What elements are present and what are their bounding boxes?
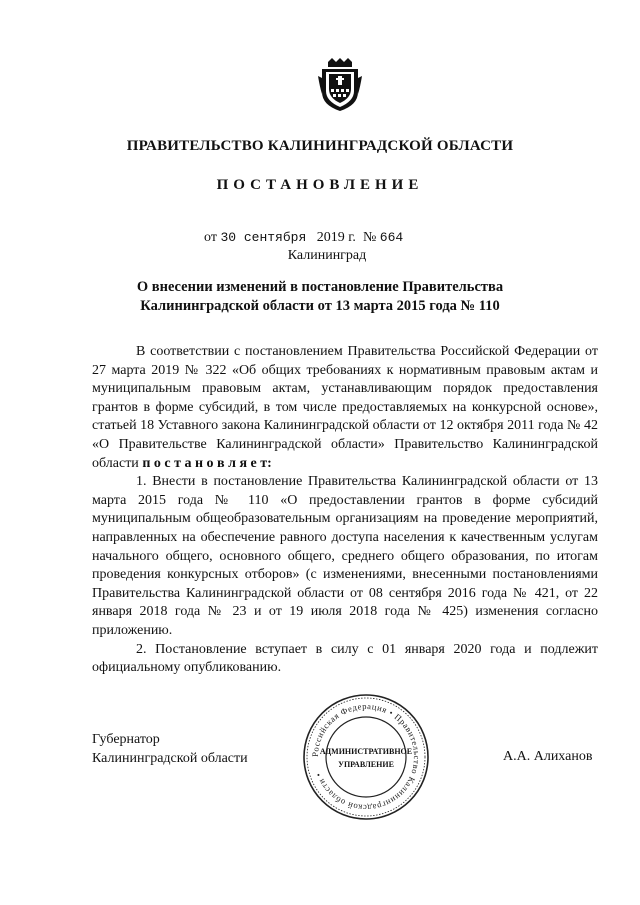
document-subject	[0, 278, 640, 316]
date-year: 2019 г.	[316, 230, 356, 245]
document-body	[92, 343, 598, 678]
subject-line-1: О внесении изменений в постановление Правительства	[136, 279, 504, 295]
signatory-title	[92, 731, 248, 768]
svg-text:Российская Федерация • Правите: Российская Федерация • Правительство Калининградской области •	[309, 700, 423, 814]
signatory-title-line-2: Калининградской области	[92, 750, 248, 766]
city: Калининград	[287, 248, 367, 263]
svg-text:АДМИНИСТРАТИВНОЕ: АДМИНИСТРАТИВНОЕ	[319, 747, 413, 756]
seal-stamp-icon	[302, 693, 430, 821]
number-sign: №	[362, 230, 377, 245]
organization-title: ПРАВИТЕЛЬСТВО КАЛИНИНГРАДСКОЙ ОБЛАСТИ	[126, 138, 514, 154]
signatory-title-line-1: Губернатор	[92, 732, 160, 747]
date-prefix: от	[204, 230, 217, 245]
document-type: ПОСТАНОВЛЕНИЕ	[216, 177, 424, 193]
subject-line-2: Калининградской области от 13 марта 2015 года № 110	[140, 298, 500, 314]
document-dateline	[204, 230, 403, 246]
svg-text:УПРАВЛЕНИЕ: УПРАВЛЕНИЕ	[338, 760, 394, 769]
item-2-paragraph: 2. Постановление вступает в силу с 01 января 2020 года и подлежит официальному опубликованию.	[92, 641, 598, 676]
signatory-name: А.А. Алиханов	[503, 749, 593, 764]
resolves-keyword: п о с т а н о в л я е т:	[142, 455, 272, 471]
coat-of-arms-icon	[318, 58, 362, 112]
document-number: 664	[379, 230, 404, 245]
date-day-month: 30 сентября	[220, 230, 307, 245]
preamble-text: В соответствии с постановлением Правительства Российской Федерации от 27 марта 2019 № 322 «Об общих требованиях к нормативным правовым актам и муниципальным правовым актам, устанавливающим порядок предоставления грантов в форме субсидий, в том числе предоставляемых на конкурсной основе», статьей 18 Уставного закона Калининградской области от 12 октября 2011 года № 42 «О Правительстве Калининградской области» Правительство Калининградской области	[92, 344, 598, 471]
preamble-paragraph	[92, 343, 598, 473]
item-1-paragraph: 1. Внести в постановление Правительства Калининградской области от 13 марта 2015 года № 110 «О предоставлении грантов в форме субсидий муниципальным общеобразовательным организациям на проведение мероприятий, направленных на обеспечение равного доступа населения к качественным услугам начального общего, основного общего, среднего общего образования, по итогам проведения конкурсных отборов» (с изменениями, внесенными постановлениями Правительства Калининградской области от 08 сентября 2016 года № 421, от 22 января 2018 года № 23 и от 19 июля 2018 года № 425) изменения согласно приложению.	[92, 474, 598, 638]
